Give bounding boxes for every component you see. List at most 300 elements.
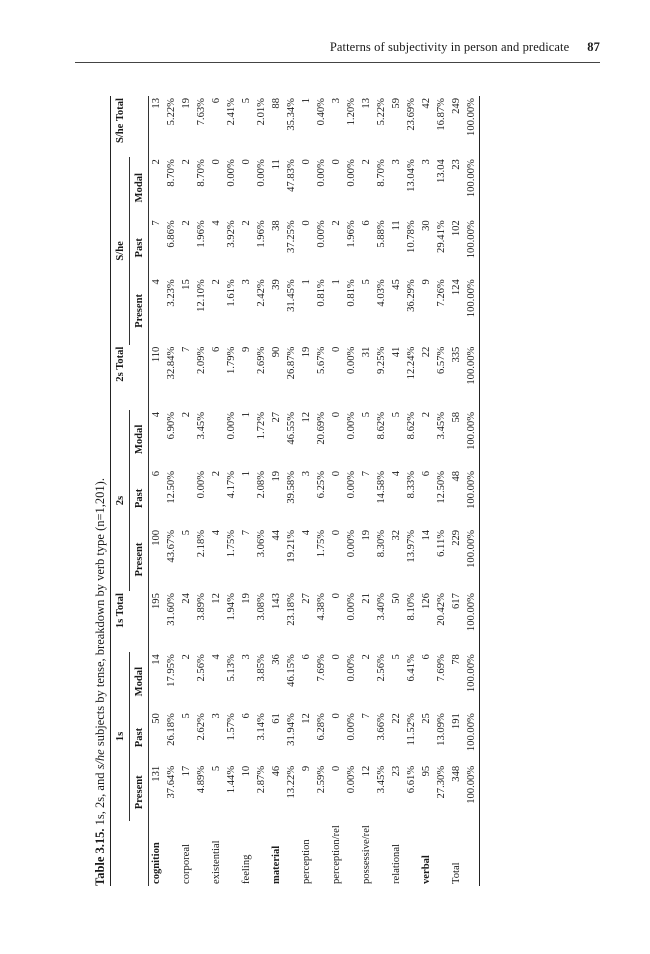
table-cell: 100.00% (464, 96, 480, 157)
table-cell: 9 (241, 346, 252, 352)
table-cell: 2 (241, 220, 252, 226)
table-cell: 131 (151, 765, 162, 782)
table-cell: 3.08% (256, 593, 267, 621)
row-label (404, 821, 419, 886)
table-cell: 88 (271, 98, 282, 109)
table-cell: 4 (391, 470, 402, 477)
table-cell: 10 (241, 765, 252, 777)
table-cell: 0 (331, 470, 342, 477)
subheader: Modal (130, 157, 149, 218)
table-cell: 5 (181, 529, 192, 536)
table-cell: 7 (151, 220, 162, 226)
table-cell: 229 (451, 529, 462, 546)
subheader-empty (130, 591, 149, 652)
table-row (224, 96, 239, 886)
subheader: Present (130, 528, 149, 591)
table-cell: 3.45% (436, 411, 447, 440)
table-cell: 2.62% (196, 713, 207, 741)
table-cell: 25 (421, 713, 432, 724)
table-cell: 110 (151, 346, 162, 363)
table-cell: 0.00% (316, 159, 327, 187)
table-cell: 14.58% (376, 470, 387, 504)
table-cell: 3 (211, 713, 222, 719)
caption-text-post: subjects by tense, breakdown by verb type (n=1,201). (93, 478, 107, 747)
table-row (389, 96, 404, 886)
table-cell: 1.94% (226, 593, 237, 621)
table-cell: 0.00% (346, 654, 357, 682)
table-cell: 5 (361, 279, 372, 285)
table-cell: 1.72% (256, 411, 267, 440)
subheader: Modal (130, 652, 149, 711)
table-cell: 3.40% (376, 593, 387, 621)
table-row (239, 96, 254, 886)
table-cell: 27.30% (436, 765, 447, 799)
group-header: 2s (111, 410, 130, 591)
table-cell: 8.33% (406, 470, 417, 499)
table-cell: 0.00% (346, 765, 357, 794)
table-cell: 4 (211, 220, 222, 226)
row-label: feeling (241, 854, 252, 884)
table-cell: 1 (301, 279, 312, 285)
table-cell: 11 (391, 220, 402, 231)
corner-cell (130, 821, 149, 886)
table-cell: 1.75% (316, 529, 327, 558)
table-cell: 5 (361, 411, 372, 418)
table-cell: 3.23% (166, 279, 177, 307)
table-cell: 17 (181, 765, 192, 777)
table-cell: 0 (331, 411, 342, 418)
table-cell: 5 (241, 98, 252, 104)
table-cell: 44 (271, 529, 282, 541)
table-cell: 2.41% (226, 98, 237, 126)
table-cell: 9 (421, 279, 432, 285)
table-cell: 1 (241, 470, 252, 477)
subheader: Present (130, 277, 149, 344)
table-cell: 19 (271, 470, 282, 482)
table-cell: 3.45% (196, 411, 207, 440)
table-cell: 46.15% (286, 654, 297, 687)
table-cell: 47.83% (286, 159, 297, 192)
table-cell: 0 (331, 593, 342, 599)
table-row (179, 96, 194, 886)
table-cell: 19 (361, 529, 372, 541)
table-cell: 100.00% (464, 711, 480, 764)
table-cell: 100.00% (464, 469, 480, 528)
table-cell: 4 (151, 411, 162, 418)
table-cell: 100.00% (464, 410, 480, 469)
table-cell: 2 (181, 411, 192, 418)
row-label: existential (211, 840, 222, 884)
table-cell: 7 (361, 713, 372, 719)
table-cell: 32.84% (166, 346, 177, 380)
table-cell: 23.18% (286, 593, 297, 626)
table-cell: 5.13% (226, 654, 237, 682)
table-cell: 100.00% (464, 218, 480, 277)
table-cell: 30 (421, 220, 432, 231)
running-head (0, 40, 600, 55)
table-cell: 8.62% (406, 411, 417, 440)
table-cell: 26.87% (286, 346, 297, 380)
table-cell: 2 (331, 220, 342, 226)
table-cell: 124 (451, 279, 462, 296)
table-row (284, 96, 299, 886)
subheader: Past (130, 218, 149, 277)
table-cell: 0 (331, 654, 342, 660)
table-cell: 3 (331, 98, 342, 104)
table-cell: 31 (361, 346, 372, 358)
table-cell: 8.70% (376, 159, 387, 187)
table-cell: 13.04 (436, 159, 447, 184)
table-cell: 12 (301, 713, 312, 724)
table-cell: 38 (271, 220, 282, 231)
table-cell: 100.00% (464, 528, 480, 591)
table-cell: 3.14% (256, 713, 267, 741)
table-row (164, 96, 179, 886)
group-header-row (111, 96, 130, 886)
table-cell: 249 (451, 98, 462, 114)
table-cell: 16.87% (436, 98, 447, 131)
table-row (299, 96, 314, 886)
table-cell: 20.69% (316, 411, 327, 445)
row-label (374, 821, 389, 886)
table-cell: 100.00% (464, 345, 480, 410)
table-cell: 14 (421, 529, 432, 541)
row-label (224, 821, 239, 886)
table-cell: 1.20% (346, 98, 357, 126)
table-cell: 46 (271, 765, 282, 777)
table-cell: 5 (211, 765, 222, 772)
table-cell: 2.09% (196, 346, 207, 375)
table-cell: 50 (391, 593, 402, 604)
table-cell: 3 (241, 654, 252, 660)
table-cell: 3.06% (256, 529, 267, 558)
table-cell: 8.70% (196, 159, 207, 187)
table-cell: 0.00% (226, 411, 237, 440)
row-label: cognition (151, 842, 162, 884)
table-cell: 0.00% (346, 593, 357, 621)
table-cell: 1 (331, 279, 342, 285)
table-cell: 6 (241, 713, 252, 719)
row-label (344, 821, 359, 886)
table-cell: 1 (241, 411, 252, 418)
table-cell: 5 (391, 654, 402, 660)
row-label: corporeal (181, 844, 192, 884)
table-cell: 43.67% (166, 529, 177, 563)
table-cell: 12.50% (436, 470, 447, 504)
table-cell: 3.45% (376, 765, 387, 794)
table-cell: 26.18% (166, 713, 177, 746)
table-cell: 0.00% (346, 470, 357, 499)
group-header: 2s Total (111, 345, 130, 410)
table-cell: 95 (421, 765, 432, 777)
table-cell: 6.86% (166, 220, 177, 248)
table-cell: 4.03% (376, 279, 387, 307)
table-cell: 1.96% (196, 220, 207, 248)
table-cell: 10.78% (406, 220, 417, 253)
table-cell: 0.40% (316, 98, 327, 126)
table-row (314, 96, 329, 886)
table-cell: 7.69% (436, 654, 447, 682)
table-cell: 6 (421, 470, 432, 477)
table-cell: 7 (361, 470, 372, 477)
table-caption (90, 96, 110, 886)
table-cell: 11.52% (406, 713, 417, 746)
table-row (434, 96, 449, 886)
table-cell: 100 (151, 529, 162, 546)
table-cell: 100.00% (464, 764, 480, 821)
table-cell: 12.50% (166, 470, 177, 504)
table-cell: 15 (181, 279, 192, 290)
row-label (464, 821, 480, 886)
table-cell: 13.97% (406, 529, 417, 563)
table-cell: 39.58% (286, 470, 297, 504)
table-cell: 6.61% (406, 765, 417, 794)
row-label (284, 821, 299, 886)
table-cell: 2 (211, 470, 222, 477)
table-cell: 0.00% (346, 159, 357, 187)
table-cell: 1.61% (226, 279, 237, 307)
table-cell: 61 (271, 713, 282, 724)
subheader: Present (130, 764, 149, 821)
table-cell: 3 (421, 159, 432, 165)
table-row (464, 96, 480, 886)
row-label: material (271, 845, 282, 884)
table-cell: 1.79% (226, 346, 237, 375)
table-cell: 58 (451, 411, 462, 423)
table-cell: 13.22% (286, 765, 297, 799)
group-header: 1s Total (111, 591, 130, 652)
group-header: S/he Total (111, 96, 130, 157)
table-cell: 48 (451, 470, 462, 482)
table-cell: 100.00% (464, 652, 480, 711)
table-cell: 0 (301, 159, 312, 165)
table-cell: 2 (421, 411, 432, 418)
table-cell: 4 (211, 529, 222, 536)
caption-label: Table 3.15. (93, 828, 107, 886)
table-cell: 23.69% (406, 98, 417, 131)
rotated-table-block (90, 96, 545, 886)
corner-cell (111, 821, 130, 886)
table-cell: 6.41% (406, 654, 417, 682)
table-cell: 6 (361, 220, 372, 226)
table-cell: 19 (301, 346, 312, 358)
caption-text-pre: 1s, 2s, and (93, 772, 107, 826)
table-cell: 2 (361, 654, 372, 660)
table-cell: 5 (391, 411, 402, 418)
row-label (314, 821, 329, 886)
table-cell: 5.88% (376, 220, 387, 248)
table-cell: 1 (301, 98, 312, 104)
subheader-empty (130, 345, 149, 410)
table-cell: 23 (451, 159, 462, 170)
table-cell: 0.00% (256, 159, 267, 187)
table-cell: 7.63% (196, 98, 207, 126)
table-cell: 32 (391, 529, 402, 541)
table-cell: 39 (271, 279, 282, 290)
group-header: 1s (111, 652, 130, 821)
table-cell: 78 (451, 654, 462, 665)
table-cell: 17.95% (166, 654, 177, 687)
data-table (110, 96, 480, 886)
table-cell: 100.00% (464, 591, 480, 652)
table-cell: 143 (271, 593, 282, 609)
table-row (419, 96, 434, 886)
table-cell: 0.00% (346, 346, 357, 375)
table-cell: 27 (301, 593, 312, 604)
table-cell: 5.67% (316, 346, 327, 375)
table-row (149, 96, 165, 886)
row-label: relational (391, 843, 402, 884)
table-cell: 0 (331, 529, 342, 536)
table-cell: 195 (151, 593, 162, 609)
table-cell: 50 (151, 713, 162, 724)
row-label: verbal (421, 855, 432, 884)
table-cell: 0.00% (196, 470, 207, 499)
table-cell: 8.10% (406, 593, 417, 621)
table-cell: 19.21% (286, 529, 297, 563)
table-cell: 0.00% (346, 411, 357, 440)
table-cell: 59 (391, 98, 402, 109)
table-cell: 12 (301, 411, 312, 423)
table-cell: 31.45% (286, 279, 297, 312)
table-cell: 20.42% (436, 593, 447, 626)
page-number: 87 (587, 40, 600, 54)
table-cell: 12.24% (406, 346, 417, 380)
table-cell: 335 (451, 346, 462, 363)
table-cell: 36 (271, 654, 282, 665)
table-cell: 11 (271, 159, 282, 170)
table-cell: 2.42% (256, 279, 267, 307)
table-cell: 37.64% (166, 765, 177, 799)
table-cell: 1.96% (346, 220, 357, 248)
table-cell: 0 (331, 159, 342, 165)
table-cell: 13 (151, 98, 162, 109)
table-row (329, 96, 344, 886)
table-cell (179, 469, 194, 528)
table-cell: 35.34% (286, 98, 297, 131)
table-cell: 4.38% (316, 593, 327, 621)
table-cell: 13.09% (436, 713, 447, 746)
row-label (434, 821, 449, 886)
table-cell: 100.00% (464, 157, 480, 218)
table-cell: 14 (151, 654, 162, 665)
table-cell: 41 (391, 346, 402, 358)
table-cell: 0 (331, 346, 342, 352)
table-cell: 6 (301, 654, 312, 660)
table-cell: 6 (211, 346, 222, 352)
table-cell: 2.56% (196, 654, 207, 682)
table-cell: 19 (241, 593, 252, 604)
table-row (194, 96, 209, 886)
table-cell: 7.26% (436, 279, 447, 307)
table-cell: 1.44% (226, 765, 237, 794)
table-cell: 5 (181, 713, 192, 719)
table-cell: 24 (181, 593, 192, 604)
table-row (269, 96, 284, 886)
table-cell: 0 (331, 765, 342, 772)
subheader: Past (130, 469, 149, 528)
table-cell: 9 (301, 765, 312, 772)
row-label (194, 821, 209, 886)
header-rule (75, 62, 600, 63)
table-cell: 0.00% (316, 220, 327, 248)
table-cell: 2 (151, 159, 162, 165)
table-cell: 21 (361, 593, 372, 604)
table-cell: 4.17% (226, 470, 237, 499)
table-cell: 4 (211, 654, 222, 660)
table-cell: 2.56% (376, 654, 387, 682)
table-cell: 102 (451, 220, 462, 237)
table-cell: 5.22% (376, 98, 387, 126)
table-cell: 13 (361, 98, 372, 109)
table-cell: 3 (241, 279, 252, 285)
table-cell: 0.00% (346, 529, 357, 558)
table-cell: 3.89% (196, 593, 207, 621)
table-cell: 31.60% (166, 593, 177, 626)
table-cell: 4 (301, 529, 312, 536)
table-cell: 8.70% (166, 159, 177, 187)
table-cell: 5.22% (166, 98, 177, 126)
subheader-row (130, 96, 149, 886)
table-cell: 1.57% (226, 713, 237, 741)
table-cell: 9.25% (376, 346, 387, 375)
table-cell: 0.00% (226, 159, 237, 187)
table-cell: 6.28% (316, 713, 327, 741)
table-cell: 6 (151, 470, 162, 477)
table-cell: 6 (421, 654, 432, 660)
running-head-title: Patterns of subjectivity in person and predicate (329, 40, 570, 54)
table-cell: 6 (211, 98, 222, 104)
table-cell: 2.69% (256, 346, 267, 375)
table-cell: 42 (421, 98, 432, 109)
table-cell: 6.57% (436, 346, 447, 375)
row-label: perception/rel (331, 825, 342, 884)
table-cell: 3.66% (376, 713, 387, 741)
table-cell: 8.62% (376, 411, 387, 440)
table-cell: 2 (181, 654, 192, 660)
row-label: perception (301, 839, 312, 884)
row-label: Total (451, 862, 462, 884)
table-cell: 100.00% (464, 277, 480, 344)
subheader: Modal (130, 410, 149, 469)
table-cell: 2 (361, 159, 372, 165)
row-label: possessive/rel (361, 825, 372, 884)
table-cell: 1.96% (256, 220, 267, 248)
table-cell: 90 (271, 346, 282, 358)
table-cell: 19 (181, 98, 192, 109)
table-cell: 46.55% (286, 411, 297, 445)
table-cell: 22 (391, 713, 402, 724)
table-row (209, 96, 224, 886)
table-cell: 2 (181, 159, 192, 165)
table-cell: 3.92% (226, 220, 237, 248)
table-cell: 2 (181, 220, 192, 226)
table-cell: 6.25% (316, 470, 327, 499)
table-row (449, 96, 464, 886)
table-cell: 31.94% (286, 713, 297, 746)
table-cell: 12 (211, 593, 222, 604)
table-cell: 45 (391, 279, 402, 290)
group-header: S/he (111, 157, 130, 344)
table-cell: 0.81% (316, 279, 327, 307)
table-row (404, 96, 419, 886)
subheader: Past (130, 711, 149, 764)
table-cell: 7 (181, 346, 192, 352)
table-cell: 0.81% (346, 279, 357, 307)
table-cell: 23 (391, 765, 402, 777)
caption-emph: s/he (93, 749, 107, 770)
table-cell: 3 (391, 159, 402, 165)
